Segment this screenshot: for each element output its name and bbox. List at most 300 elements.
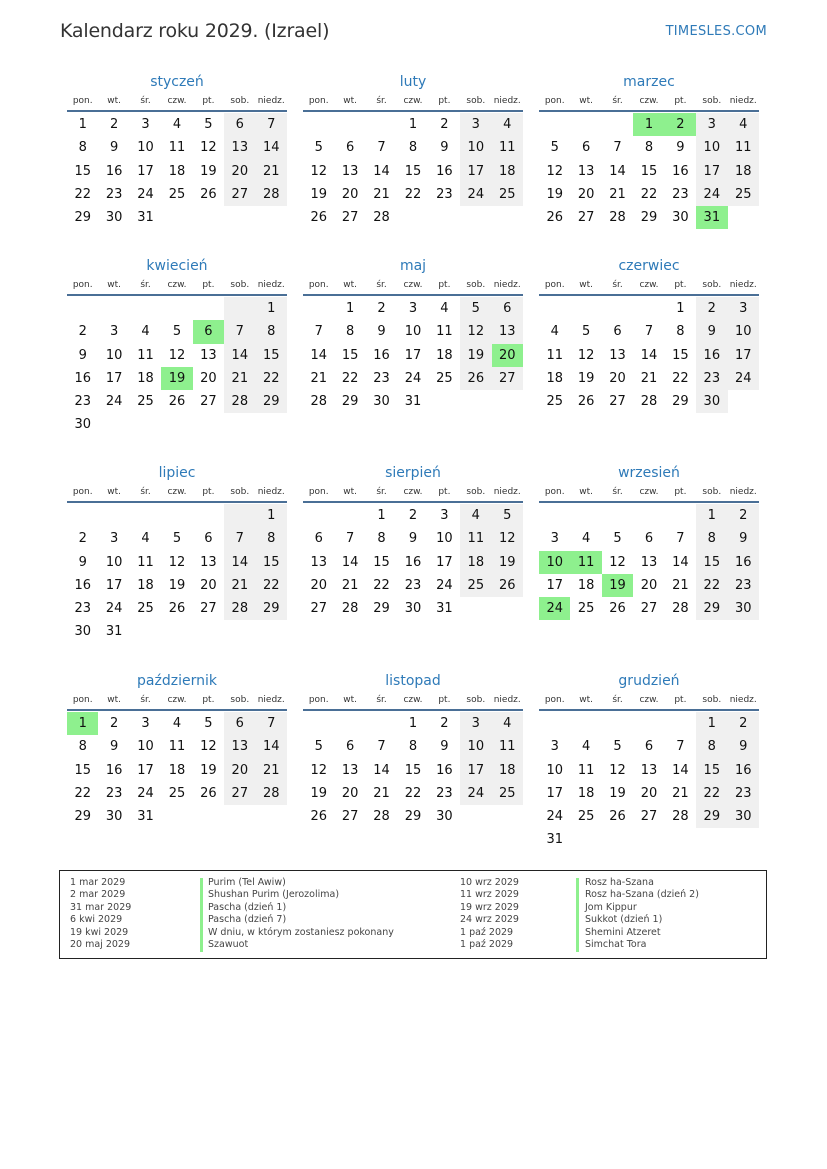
empty-day-cell — [633, 297, 664, 320]
legend-holiday: Shushan Purim (Jerozolima) — [208, 889, 340, 901]
day-cell: 22 — [404, 186, 422, 202]
day-cell: 18 — [168, 762, 186, 778]
empty-day-cell — [570, 504, 601, 527]
day-cell: 23 — [728, 574, 759, 597]
weekday-label: niedz. — [493, 280, 521, 290]
legend-holiday: Pascha (dzień 1) — [208, 901, 287, 913]
day-cell: 5 — [550, 140, 559, 156]
weekday-label: sob. — [702, 487, 722, 497]
day-cell: 21 — [609, 186, 626, 202]
weekday-label: pt. — [202, 487, 215, 497]
month-name: styczeń — [150, 74, 204, 90]
day-cell: 5 — [613, 531, 622, 547]
day-cell: 31 — [137, 809, 154, 825]
day-cell: 10 — [137, 739, 154, 755]
day-cell: 28 — [609, 210, 626, 226]
day-cell: 31 — [546, 832, 563, 848]
weekday-label: wt. — [579, 695, 594, 705]
day-cell: 3 — [109, 531, 119, 547]
day-cell: 3 — [728, 297, 759, 320]
day-cell: 12 — [492, 527, 523, 550]
empty-day-cell — [570, 828, 601, 851]
day-cell: 15 — [74, 762, 91, 778]
day-cell: 12 — [609, 762, 626, 778]
day-cell: 15 — [74, 163, 91, 179]
weekday-header — [539, 92, 759, 112]
day-cell: 4 — [581, 531, 591, 547]
month-name: maj — [399, 258, 427, 274]
weekday-label: wt. — [343, 487, 358, 497]
weekday-header — [303, 276, 523, 296]
day-cell: 7 — [377, 739, 386, 755]
empty-day-cell — [602, 712, 633, 735]
day-cell: 30 — [74, 417, 91, 433]
day-cell: 15 — [404, 762, 422, 778]
legend-right-names — [585, 877, 699, 951]
day-cell: 17 — [137, 762, 154, 778]
day-cell: 22 — [341, 370, 359, 386]
weekday-label: wt. — [343, 280, 358, 290]
weekday-label: czw. — [639, 96, 659, 106]
day-cell: 4 — [492, 113, 523, 136]
day-cell: 27 — [609, 394, 626, 410]
day-cell: 31 — [105, 624, 123, 640]
day-cell: 4 — [460, 504, 491, 527]
legend-holiday: Simchat Tora — [585, 938, 647, 950]
day-cell: 9 — [676, 140, 685, 156]
day-cell: 7 — [345, 531, 355, 547]
day-cell: 20 — [577, 186, 595, 202]
month-name: lipiec — [158, 465, 196, 481]
day-cell: 10 — [404, 324, 422, 340]
weekday-header — [67, 691, 287, 711]
day-cell: 2 — [377, 301, 386, 316]
holiday-day-cell: 10 — [539, 551, 570, 574]
weekday-label: wt. — [579, 96, 594, 106]
day-cell: 7 — [613, 140, 622, 156]
day-cell: 6 — [581, 140, 591, 156]
empty-day-cell — [98, 297, 129, 320]
day-cell: 24 — [460, 782, 491, 805]
day-cell: 16 — [74, 577, 91, 593]
weekday-header — [303, 691, 523, 711]
day-cell: 22 — [696, 782, 727, 805]
day-cell: 13 — [577, 163, 595, 179]
day-cell: 20 — [609, 370, 626, 386]
day-cell: 11 — [137, 554, 154, 570]
day-cell: 17 — [404, 347, 422, 363]
day-cell: 31 — [137, 210, 154, 226]
weekday-label: czw. — [167, 487, 187, 497]
day-cell: 17 — [460, 759, 491, 782]
empty-day-cell — [256, 620, 287, 643]
empty-day-cell — [193, 297, 224, 320]
day-cell: 21 — [373, 186, 390, 202]
day-cell: 23 — [436, 186, 453, 202]
month-name: grudzień — [618, 673, 680, 689]
day-cell: 16 — [436, 762, 453, 778]
day-cell: 11 — [137, 347, 154, 363]
day-cell: 28 — [672, 601, 689, 617]
day-cell: 25 — [577, 601, 595, 617]
day-cell: 29 — [696, 805, 727, 828]
legend-holiday: Szawuot — [208, 938, 249, 950]
weekday-label: pon. — [72, 695, 93, 705]
day-cell: 4 — [492, 712, 523, 735]
day-grid — [67, 712, 287, 828]
day-cell: 20 — [341, 186, 359, 202]
empty-day-cell — [193, 504, 224, 527]
empty-day-cell — [334, 113, 365, 136]
weekday-header — [67, 92, 287, 112]
day-cell: 13 — [609, 347, 626, 363]
weekday-label: sob. — [230, 96, 250, 106]
day-cell: 30 — [74, 624, 91, 640]
holiday-day-cell: 19 — [161, 367, 192, 390]
weekday-label: śr. — [612, 695, 623, 705]
day-cell: 26 — [168, 601, 186, 617]
weekday-label: niedz. — [493, 96, 521, 106]
day-cell: 9 — [78, 554, 87, 570]
day-cell: 7 — [256, 113, 287, 136]
weekday-label: śr. — [376, 695, 387, 705]
weekday-label: czw. — [639, 487, 659, 497]
day-cell: 30 — [105, 809, 123, 825]
day-cell: 24 — [137, 186, 154, 202]
day-cell: 14 — [256, 735, 287, 758]
weekday-label: sob. — [466, 96, 486, 106]
day-cell: 3 — [141, 117, 150, 132]
weekday-label: pon. — [72, 96, 93, 106]
day-cell: 28 — [341, 601, 359, 617]
day-cell: 13 — [310, 554, 327, 570]
day-cell: 5 — [581, 324, 591, 340]
day-cell: 9 — [440, 140, 449, 156]
month-name: sierpień — [385, 465, 441, 481]
day-cell: 18 — [168, 163, 186, 179]
day-cell: 4 — [141, 324, 150, 340]
day-cell: 13 — [640, 554, 658, 570]
day-cell: 18 — [492, 759, 523, 782]
weekday-label: wt. — [579, 280, 594, 290]
empty-day-cell — [161, 206, 192, 229]
holiday-day-cell: 24 — [539, 597, 570, 620]
empty-day-cell — [460, 805, 491, 828]
day-cell: 14 — [341, 554, 359, 570]
empty-day-cell — [665, 712, 696, 735]
day-cell: 4 — [581, 739, 591, 755]
day-cell: 26 — [200, 186, 217, 202]
empty-day-cell — [633, 712, 664, 735]
day-cell: 7 — [256, 712, 287, 735]
day-cell: 26 — [577, 394, 595, 410]
day-cell: 6 — [224, 113, 255, 136]
day-cell: 20 — [310, 577, 327, 593]
day-cell: 8 — [696, 735, 727, 758]
empty-day-cell — [161, 297, 192, 320]
day-cell: 1 — [408, 117, 418, 132]
weekday-label: niedz. — [493, 487, 521, 497]
day-cell: 1 — [676, 301, 685, 316]
day-cell: 6 — [314, 531, 323, 547]
day-cell: 12 — [200, 140, 217, 156]
weekday-label: pt. — [674, 695, 687, 705]
day-cell: 30 — [436, 809, 453, 825]
empty-day-cell — [728, 390, 759, 413]
day-cell: 9 — [109, 140, 119, 156]
day-cell: 20 — [224, 759, 255, 782]
empty-day-cell — [224, 206, 255, 229]
day-cell: 2 — [696, 297, 727, 320]
day-cell: 15 — [256, 551, 287, 574]
day-cell: 30 — [404, 601, 422, 617]
day-cell: 28 — [310, 394, 327, 410]
day-cell: 22 — [256, 574, 287, 597]
day-cell: 25 — [137, 601, 154, 617]
day-cell: 14 — [640, 347, 658, 363]
weekday-label: niedz. — [729, 487, 757, 497]
empty-day-cell — [570, 712, 601, 735]
day-cell: 10 — [460, 735, 491, 758]
weekday-label: śr. — [376, 487, 387, 497]
day-cell: 15 — [696, 759, 727, 782]
legend-date: 20 maj 2029 — [70, 938, 131, 950]
day-cell: 28 — [672, 809, 689, 825]
day-cell: 27 — [200, 601, 217, 617]
day-cell: 25 — [546, 394, 563, 410]
day-cell: 23 — [728, 782, 759, 805]
holiday-day-cell: 20 — [492, 344, 523, 367]
day-cell: 6 — [644, 531, 654, 547]
legend-holiday: Jom Kippur — [585, 901, 637, 913]
day-cell: 16 — [404, 554, 422, 570]
day-cell: 1 — [256, 297, 287, 320]
day-cell: 25 — [460, 574, 491, 597]
weekday-header — [539, 276, 759, 296]
weekday-label: niedz. — [729, 695, 757, 705]
day-cell: 3 — [550, 739, 559, 755]
day-cell: 8 — [78, 140, 87, 156]
weekday-label: śr. — [376, 96, 387, 106]
weekday-label: czw. — [639, 695, 659, 705]
day-cell: 27 — [224, 782, 255, 805]
day-cell: 8 — [644, 140, 654, 156]
empty-day-cell — [130, 620, 161, 643]
holiday-day-cell: 31 — [696, 206, 727, 229]
day-cell: 21 — [224, 367, 255, 390]
day-cell: 15 — [373, 554, 390, 570]
weekday-label: pon. — [308, 695, 329, 705]
empty-day-cell — [602, 297, 633, 320]
day-cell: 24 — [404, 370, 422, 386]
weekday-label: pt. — [674, 487, 687, 497]
day-cell: 9 — [377, 324, 386, 340]
day-cell: 21 — [310, 370, 327, 386]
legend-date: 1 mar 2029 — [70, 877, 126, 888]
empty-day-cell — [193, 805, 224, 828]
weekday-label: czw. — [167, 695, 187, 705]
day-cell: 17 — [137, 163, 154, 179]
day-cell: 20 — [224, 160, 255, 183]
day-cell: 2 — [440, 716, 449, 731]
day-cell: 19 — [577, 370, 595, 386]
day-cell: 4 — [440, 301, 449, 316]
empty-day-cell — [303, 113, 334, 136]
empty-day-cell — [539, 113, 570, 136]
day-cell: 1 — [377, 508, 386, 523]
day-cell: 2 — [109, 117, 119, 132]
empty-day-cell — [193, 413, 224, 436]
holiday-day-cell: 1 — [67, 712, 98, 735]
empty-day-cell — [130, 504, 161, 527]
day-cell: 3 — [550, 531, 559, 547]
day-cell: 21 — [672, 577, 689, 593]
page-title: Kalendarz roku 2029. (Izrael) — [60, 20, 330, 42]
weekday-label: pon. — [544, 280, 565, 290]
month-calendar — [67, 72, 287, 229]
day-cell: 8 — [408, 739, 418, 755]
day-cell: 28 — [373, 210, 390, 226]
empty-day-cell — [492, 390, 523, 413]
day-cell: 27 — [492, 367, 523, 390]
weekday-label: pt. — [202, 96, 215, 106]
day-grid — [539, 712, 759, 852]
empty-day-cell — [130, 413, 161, 436]
month-calendar — [539, 256, 759, 413]
day-cell: 16 — [74, 370, 91, 386]
day-cell: 29 — [256, 597, 287, 620]
weekday-label: niedz. — [729, 280, 757, 290]
weekday-label: śr. — [140, 487, 151, 497]
day-cell: 29 — [256, 390, 287, 413]
weekday-label: czw. — [403, 280, 423, 290]
day-cell: 1 — [696, 712, 727, 735]
day-cell: 22 — [404, 785, 422, 801]
empty-day-cell — [334, 504, 365, 527]
day-cell: 16 — [373, 347, 390, 363]
day-cell: 14 — [672, 762, 689, 778]
empty-day-cell — [602, 504, 633, 527]
day-cell: 23 — [672, 186, 689, 202]
empty-day-cell — [161, 620, 192, 643]
legend-holiday: Shemini Atzeret — [585, 926, 661, 938]
day-cell: 16 — [696, 344, 727, 367]
day-cell: 4 — [728, 113, 759, 136]
month-name: listopad — [385, 673, 441, 689]
day-cell: 26 — [609, 601, 626, 617]
day-cell: 19 — [310, 785, 327, 801]
day-cell: 6 — [224, 712, 255, 735]
day-cell: 23 — [696, 367, 727, 390]
weekday-label: pt. — [438, 96, 451, 106]
day-cell: 21 — [224, 574, 255, 597]
day-cell: 15 — [672, 347, 689, 363]
day-cell: 1 — [78, 117, 87, 132]
day-cell: 25 — [728, 183, 759, 206]
weekday-label: pon. — [544, 96, 565, 106]
day-cell: 23 — [74, 394, 91, 410]
legend-holiday: W dniu, w którym zostaniesz pokonany — [208, 926, 394, 938]
day-cell: 27 — [577, 210, 595, 226]
weekday-label: niedz. — [257, 487, 285, 497]
day-cell: 28 — [373, 809, 390, 825]
day-cell: 18 — [436, 347, 453, 363]
day-cell: 23 — [105, 785, 123, 801]
day-cell: 29 — [341, 394, 359, 410]
empty-day-cell — [460, 390, 491, 413]
empty-day-cell — [602, 828, 633, 851]
day-cell: 2 — [408, 508, 418, 523]
day-cell: 12 — [577, 347, 595, 363]
day-cell: 23 — [404, 577, 422, 593]
day-cell: 6 — [204, 531, 213, 547]
day-cell: 29 — [672, 394, 689, 410]
day-cell: 7 — [224, 527, 255, 550]
day-cell: 26 — [310, 210, 327, 226]
weekday-label: pon. — [544, 695, 565, 705]
empty-day-cell — [130, 297, 161, 320]
day-cell: 25 — [137, 394, 154, 410]
empty-day-cell — [460, 597, 491, 620]
empty-day-cell — [492, 597, 523, 620]
holiday-day-cell: 11 — [570, 551, 601, 574]
empty-day-cell — [224, 413, 255, 436]
day-cell: 3 — [460, 712, 491, 735]
day-cell: 21 — [341, 577, 359, 593]
day-cell: 30 — [696, 390, 727, 413]
day-cell: 11 — [492, 136, 523, 159]
day-cell: 14 — [373, 762, 390, 778]
day-cell: 13 — [341, 163, 359, 179]
weekday-label: czw. — [167, 280, 187, 290]
day-cell: 7 — [224, 320, 255, 343]
day-cell: 8 — [696, 527, 727, 550]
day-cell: 25 — [436, 370, 453, 386]
day-cell: 9 — [696, 320, 727, 343]
legend-date: 6 kwi 2029 — [70, 914, 123, 926]
empty-day-cell — [539, 297, 570, 320]
day-cell: 17 — [728, 344, 759, 367]
day-cell: 3 — [109, 324, 119, 340]
day-cell: 26 — [609, 809, 626, 825]
empty-day-cell — [256, 206, 287, 229]
day-cell: 1 — [408, 716, 418, 731]
legend-date: 24 wrz 2029 — [460, 914, 519, 926]
legend-right-dates — [460, 877, 519, 951]
weekday-label: sob. — [702, 96, 722, 106]
day-cell: 12 — [310, 762, 327, 778]
weekday-label: pt. — [438, 695, 451, 705]
day-cell: 18 — [460, 551, 491, 574]
empty-day-cell — [67, 504, 98, 527]
day-cell: 22 — [74, 186, 91, 202]
empty-day-cell — [633, 504, 664, 527]
day-cell: 19 — [492, 551, 523, 574]
day-cell: 14 — [672, 554, 689, 570]
day-cell: 18 — [492, 160, 523, 183]
day-cell: 20 — [640, 785, 658, 801]
day-cell: 2 — [728, 712, 759, 735]
day-cell: 19 — [310, 186, 327, 202]
brand-link[interactable]: TIMESLES.COM — [665, 24, 767, 39]
empty-day-cell — [366, 712, 397, 735]
day-cell: 18 — [546, 370, 563, 386]
day-cell: 14 — [256, 136, 287, 159]
weekday-label: pt. — [674, 96, 687, 106]
day-cell: 5 — [204, 716, 213, 731]
day-cell: 29 — [696, 597, 727, 620]
day-cell: 24 — [546, 809, 563, 825]
